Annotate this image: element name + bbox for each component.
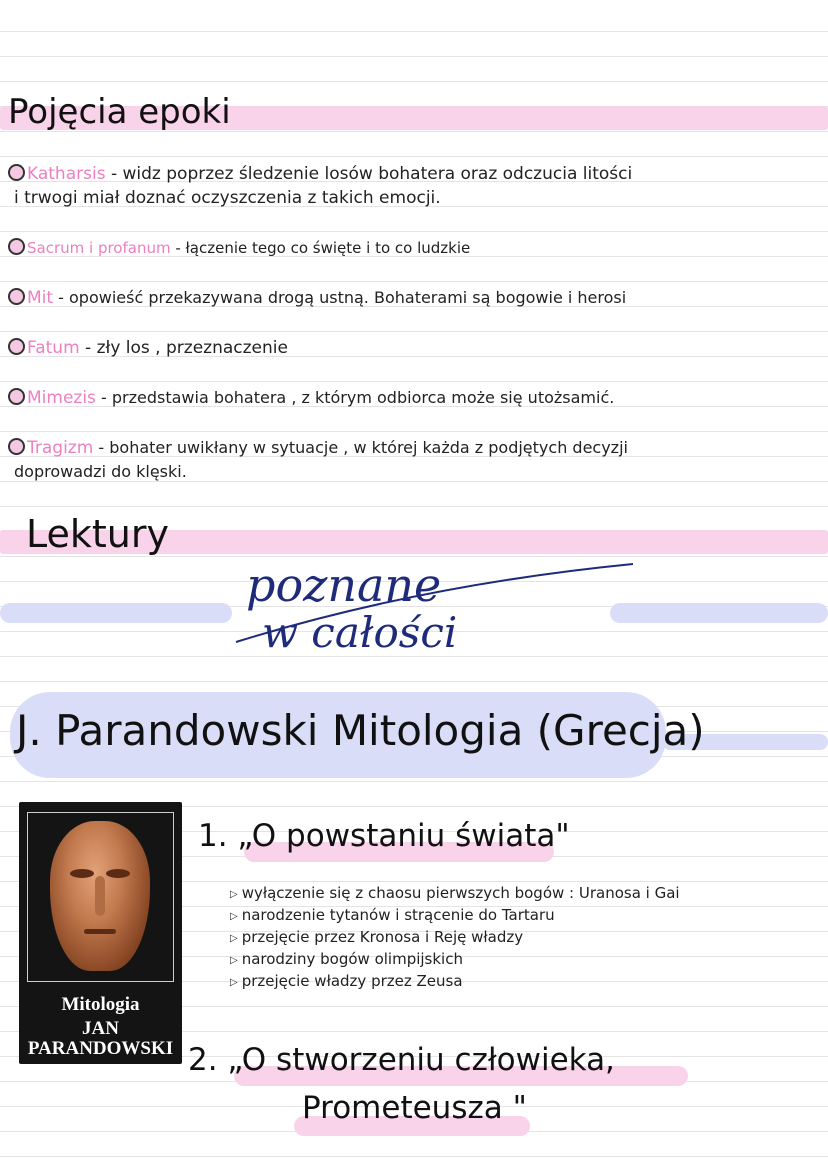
chapter-1-title: 1. „O powstaniu świata" — [198, 818, 570, 854]
section-title-pojecia: Pojęcia epoki — [8, 92, 231, 132]
circle-bullet-icon — [8, 238, 25, 255]
term-definition: - łączenie tego co święte i to co ludzkie — [170, 239, 471, 257]
book-cover-author-last: PARANDOWSKI — [27, 1038, 174, 1059]
chapter-1-list — [230, 883, 680, 993]
lektury-note-line2: w całości — [262, 608, 458, 657]
term-label: Katharsis — [27, 164, 106, 184]
term-definition-continued: doprowadzi do klęski. — [14, 462, 187, 481]
book-cover-frame — [27, 812, 174, 982]
term-item-fatum — [8, 336, 822, 360]
term-item-katharsis — [8, 162, 822, 210]
term-label: Sacrum i profanum — [27, 239, 171, 257]
section-title-lektury: Lektury — [26, 512, 169, 556]
term-definition: - przedstawia bohatera , z którym odbiorca może się utożsamić. — [95, 388, 615, 407]
term-label: Tragizm — [27, 438, 94, 458]
golden-mask-icon — [50, 821, 150, 971]
term-definition: - zły los , przeznaczenie — [79, 338, 288, 358]
term-label: Mit — [27, 288, 54, 308]
book-cover-title: Mitologia — [61, 994, 140, 1015]
chapter-2-title-line2: Prometeusza " — [302, 1090, 527, 1126]
chapter-2-title-line1: 2. „O stworzeniu człowieka, — [188, 1042, 615, 1078]
book-cover-image — [19, 802, 182, 1064]
triangle-bullet-icon: ▷ — [230, 977, 238, 988]
term-definition-continued: i trwogi miał doznać oczyszczenia z takich emocji. — [14, 188, 441, 208]
list-item: ▷ narodzenie tytanów i strącenie do Tartaru — [230, 905, 680, 927]
list-item: ▷ przejęcie przez Kronosa i Reję władzy — [230, 927, 680, 949]
circle-bullet-icon — [8, 338, 25, 355]
lavender-highlight-right — [610, 603, 828, 623]
term-item-tragizm — [8, 436, 822, 484]
term-definition: - bohater uwikłany w sytuacje , w której każda z podjętych decyzji — [93, 438, 628, 457]
term-item-mimezis — [8, 386, 822, 410]
triangle-bullet-icon: ▷ — [230, 933, 238, 944]
triangle-bullet-icon: ▷ — [230, 955, 238, 966]
term-definition: - widz poprzez śledzenie losów bohatera oraz odczucia litości — [105, 164, 633, 184]
section-title-parandowski: J. Parandowski Mitologia (Grecja) — [16, 706, 705, 755]
circle-bullet-icon — [8, 164, 25, 181]
list-item: ▷ wyłączenie się z chaosu pierwszych bogów : Uranosa i Gai — [230, 883, 680, 905]
term-item-sacrum — [8, 236, 822, 260]
triangle-bullet-icon: ▷ — [230, 889, 238, 900]
term-item-mit — [8, 286, 822, 310]
list-item: ▷ przejęcie władzy przez Zeusa — [230, 971, 680, 993]
circle-bullet-icon — [8, 438, 25, 455]
list-item: ▷ narodziny bogów olimpijskich — [230, 949, 680, 971]
book-cover-author-first: JAN — [82, 1018, 119, 1039]
term-label: Fatum — [27, 338, 80, 358]
circle-bullet-icon — [8, 288, 25, 305]
term-label: Mimezis — [27, 388, 96, 408]
triangle-bullet-icon: ▷ — [230, 911, 238, 922]
circle-bullet-icon — [8, 388, 25, 405]
term-definition: - opowieść przekazywana drogą ustną. Bohaterami są bogowie i herosi — [53, 288, 627, 307]
lektury-note-line1: poznane — [246, 558, 442, 612]
lavender-highlight-left — [0, 603, 232, 623]
